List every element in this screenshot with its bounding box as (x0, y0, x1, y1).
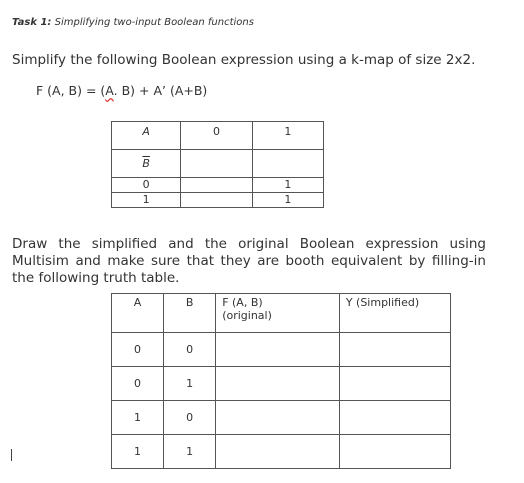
cell-a: 1 (112, 401, 164, 435)
kmap-cell[interactable]: 1 (252, 178, 323, 193)
task-title-text: Simplifying two-input Boolean functions (54, 17, 254, 28)
kmap-var-a: A (112, 122, 181, 150)
cell-y[interactable] (339, 367, 450, 401)
table-row (112, 401, 451, 435)
kmap-b-value: 0 (112, 178, 181, 193)
kmap-a0: 0 (181, 122, 252, 150)
cell-f[interactable] (216, 401, 340, 435)
cell-y[interactable] (339, 435, 450, 469)
table-row (112, 435, 451, 469)
cell-b: 1 (164, 435, 216, 469)
kmap-header-row (112, 122, 324, 150)
cell-b: 1 (164, 367, 216, 401)
kmap-cell[interactable] (181, 193, 252, 208)
kmap-a1: 1 (252, 122, 323, 150)
text-cursor (11, 449, 12, 461)
task-label: Task 1: (12, 17, 52, 28)
header-f: F (A, B) (original) (216, 294, 340, 333)
spellcheck-underlined-term: A (105, 83, 114, 98)
kmap-b-value: 1 (112, 193, 181, 208)
expression-rest: . B) + A’ (A+B) (113, 83, 208, 98)
truth-table-header (112, 294, 451, 333)
cell-a: 0 (112, 333, 164, 367)
cell-y[interactable] (339, 401, 450, 435)
cell-f[interactable] (216, 367, 340, 401)
kmap-cell[interactable]: 1 (252, 193, 323, 208)
header-y: Y (Simplified) (339, 294, 450, 333)
task-heading (12, 17, 254, 28)
boolean-expression (36, 83, 207, 98)
kmap-empty-cell[interactable] (252, 150, 323, 178)
instructions-paragraph: Draw the simplified and the original Boolean expression using Multisim and make sure that they are booth equivalent by filling-in the following truth table. (12, 236, 486, 286)
cell-b: 0 (164, 333, 216, 367)
cell-y[interactable] (339, 333, 450, 367)
cell-b: 0 (164, 401, 216, 435)
kmap-table (111, 121, 324, 208)
kmap-var-b: $\overline{B}$ (112, 150, 181, 178)
kmap-cell[interactable] (181, 178, 252, 193)
header-b: B (164, 294, 216, 333)
kmap-empty-cell[interactable] (181, 150, 252, 178)
intro-text: Simplify the following Boolean expression using a k-map of size 2x2. (12, 52, 476, 68)
table-row (112, 333, 451, 367)
expression-prefix: F (A, B) = ( (36, 83, 106, 98)
cell-f[interactable] (216, 435, 340, 469)
cell-a: 1 (112, 435, 164, 469)
cell-a: 0 (112, 367, 164, 401)
cell-f[interactable] (216, 333, 340, 367)
table-row (112, 367, 451, 401)
truth-table (111, 293, 451, 469)
kmap-row (112, 193, 324, 208)
kmap-row (112, 178, 324, 193)
kmap-var-row (112, 150, 324, 178)
header-a: A (112, 294, 164, 333)
